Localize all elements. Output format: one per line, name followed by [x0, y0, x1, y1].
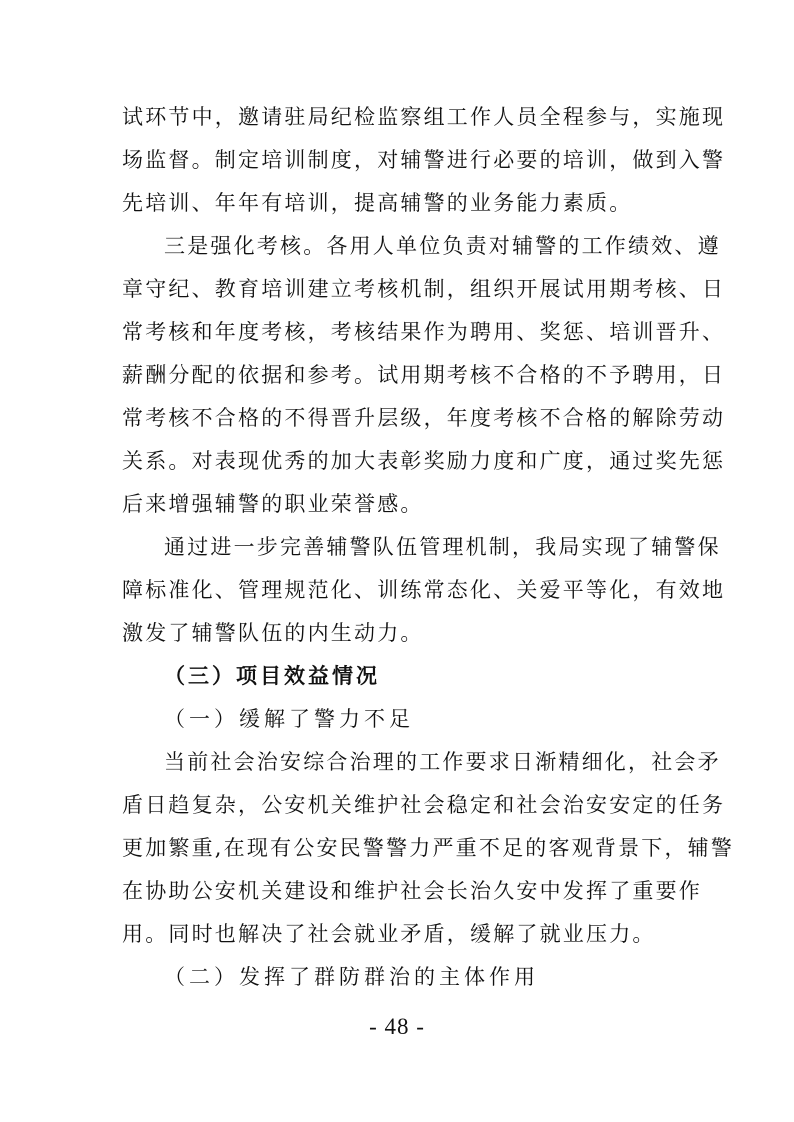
paragraph-1-line-3: 先培训、年年有培训，提高辅警的业务能力素质。 [122, 191, 633, 215]
paragraph-2-line-5: 常考核不合格的不得晋升层级，年度考核不合格的解除劳动 [122, 406, 726, 430]
subsection-heading-2: （二）发挥了群防群治的主体作用 [164, 965, 539, 989]
paragraph-4-line-2: 盾日趋复杂，公安机关维护社会稳定和社会治安安定的任务 [122, 793, 726, 817]
paragraph-2-line-2: 章守纪、教育培训建立考核机制，组织开展试用期考核、日 [122, 277, 726, 301]
paragraph-3-line-3: 激发了辅警队伍的内生动力。 [122, 621, 424, 645]
paragraph-3-line-2: 障标准化、管理规范化、训练常态化、关爱平等化，有效地 [122, 578, 726, 602]
paragraph-2-line-1: 三是强化考核。各用人单位负责对辅警的工作绩效、遵 [164, 234, 721, 258]
section-heading: （三）项目效益情况 [164, 664, 380, 688]
paragraph-2-line-3: 常考核和年度考核，考核结果作为聘用、奖惩、培训晋升、 [122, 320, 726, 344]
paragraph-1-line-1: 试环节中，邀请驻局纪检监察组工作人员全程参与，实施现 [122, 105, 726, 129]
paragraph-2-line-6: 关系。对表现优秀的加大表彰奖励力度和广度，通过奖先惩 [122, 449, 726, 473]
paragraph-4-line-1: 当前社会治安综合治理的工作要求日渐精细化，社会矛 [164, 750, 721, 774]
subsection-heading-1: （一）缓解了警力不足 [164, 707, 414, 731]
paragraph-2-line-7: 后来增强辅警的职业荣誉感。 [122, 492, 424, 516]
paragraph-1-line-2: 场监督。制定培训制度，对辅警进行必要的培训，做到入警 [122, 148, 726, 172]
paragraph-3-line-1: 通过进一步完善辅警队伍管理机制，我局实现了辅警保 [164, 535, 721, 559]
paragraph-4-line-5: 用。同时也解决了社会就业矛盾，缓解了就业压力。 [122, 922, 656, 946]
paragraph-4-line-3: 更加繁重,在现有公安民警警力严重不足的客观背景下，辅警 [122, 836, 735, 860]
paragraph-2-line-4: 薪酬分配的依据和参考。试用期考核不合格的不予聘用，日 [122, 363, 726, 387]
paragraph-4-line-4: 在协助公安机关建设和维护社会长治久安中发挥了重要作 [122, 879, 702, 903]
page-number: - 48 - [369, 1014, 425, 1039]
